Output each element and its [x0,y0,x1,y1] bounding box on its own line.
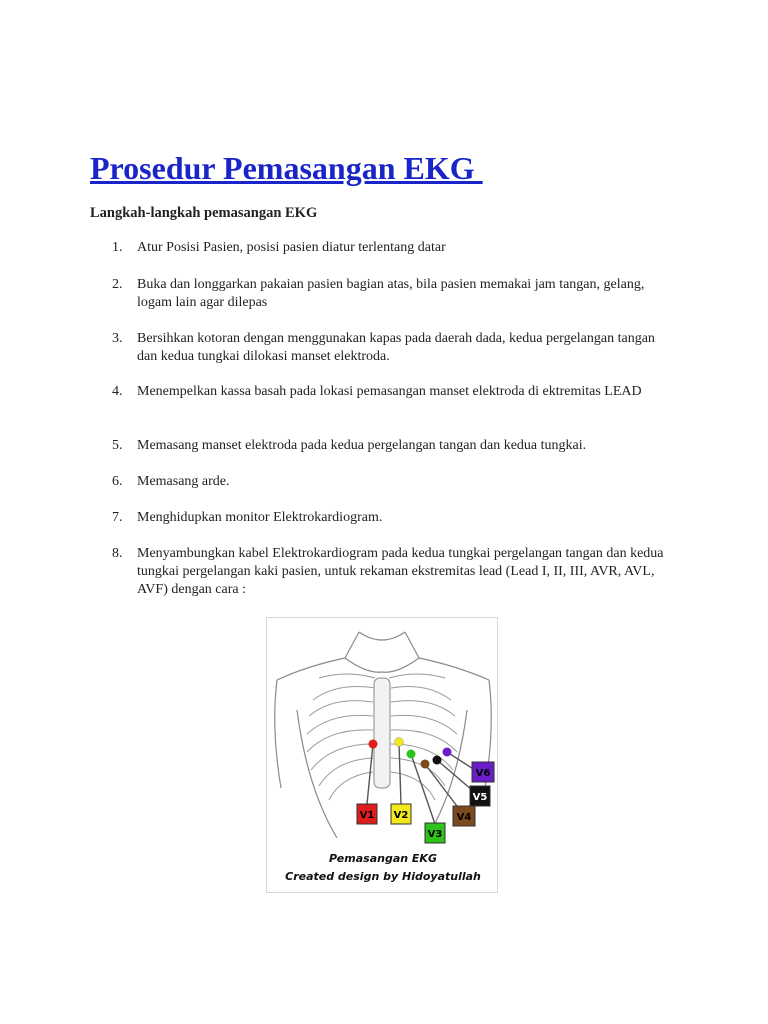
step-item [112,473,672,491]
electrode-v1-dot [369,740,378,749]
electrode-v6-dot [443,748,452,757]
step-number: 2. [112,277,123,292]
step-text: Menempelkan kassa basah pada lokasi pemasangan manset elektroda di ektremitas LEAD [137,384,642,399]
svg-text:V2: V2 [393,810,409,821]
electrode-label-v4 [453,806,475,826]
step-text: Memasang arde. [137,474,230,489]
step-number: 8. [112,546,123,561]
document-subtitle: Langkah-langkah pemasangan EKG [90,205,318,221]
document-title[interactable]: Prosedur Pemasangan EKG [90,150,483,186]
svg-text:V3: V3 [427,829,443,840]
figure-caption-credit: Created design by Hidoyatullah [285,870,481,883]
electrode-label-v3 [425,823,445,843]
step-text: Memasang manset elektroda pada kedua pergelangan tangan dan kedua tungkai. [137,438,587,453]
electrode-label-v2 [391,804,411,824]
step-number: 1. [112,240,123,255]
step-text: Menyambungkan kabel Elektrokardiogram pada kedua tungkai pergelangan tangan dan kedua tungkai pergelangan kaki pasien, untuk rekaman ekstremitas lead (Lead I, II, III, AVR, AVL, AVF) dengan cara : [137,546,664,597]
electrode-v5-dot [433,756,442,765]
svg-text:V1: V1 [359,810,375,821]
sternum [374,678,390,788]
step-number: 7. [112,510,123,525]
step-text: Buka dan longgarkan pakaian pasien bagian atas, bila pasien memakai jam tangan, gelang, logam lain agar dilepas [137,277,645,310]
step-number: 3. [112,331,123,346]
step-text: Bersihkan kotoran dengan menggunakan kapas pada daerah dada, kedua pergelangan tangan dan kedua tungkai dilokasi manset elektroda. [137,331,655,364]
electrode-v3-dot [407,750,416,759]
step-item [112,383,672,401]
step-number: 6. [112,474,123,489]
step-item [112,509,672,527]
step-number: 5. [112,438,123,453]
figure-caption-title: Pemasangan EKG [329,852,437,865]
electrode-label-v1 [357,804,377,824]
step-item [112,239,672,257]
step-text: Atur Posisi Pasien, posisi pasien diatur terlentang datar [137,240,446,255]
ekg-chest-illustration [267,618,497,892]
svg-text:V4: V4 [456,812,472,823]
step-item [112,276,672,312]
step-number: 4. [112,384,123,399]
step-item [112,545,672,599]
step-item [112,437,672,455]
step-text: Menghidupkan monitor Elektrokardiogram. [137,510,383,525]
svg-text:V5: V5 [472,792,488,803]
svg-text:V6: V6 [475,768,491,779]
step-item [112,330,672,366]
electrode-v4-dot [421,760,430,769]
electrode-v2-dot [395,738,404,747]
ekg-placement-figure [266,617,498,893]
electrode-label-v6 [472,762,494,782]
electrode-label-v5 [470,786,490,806]
